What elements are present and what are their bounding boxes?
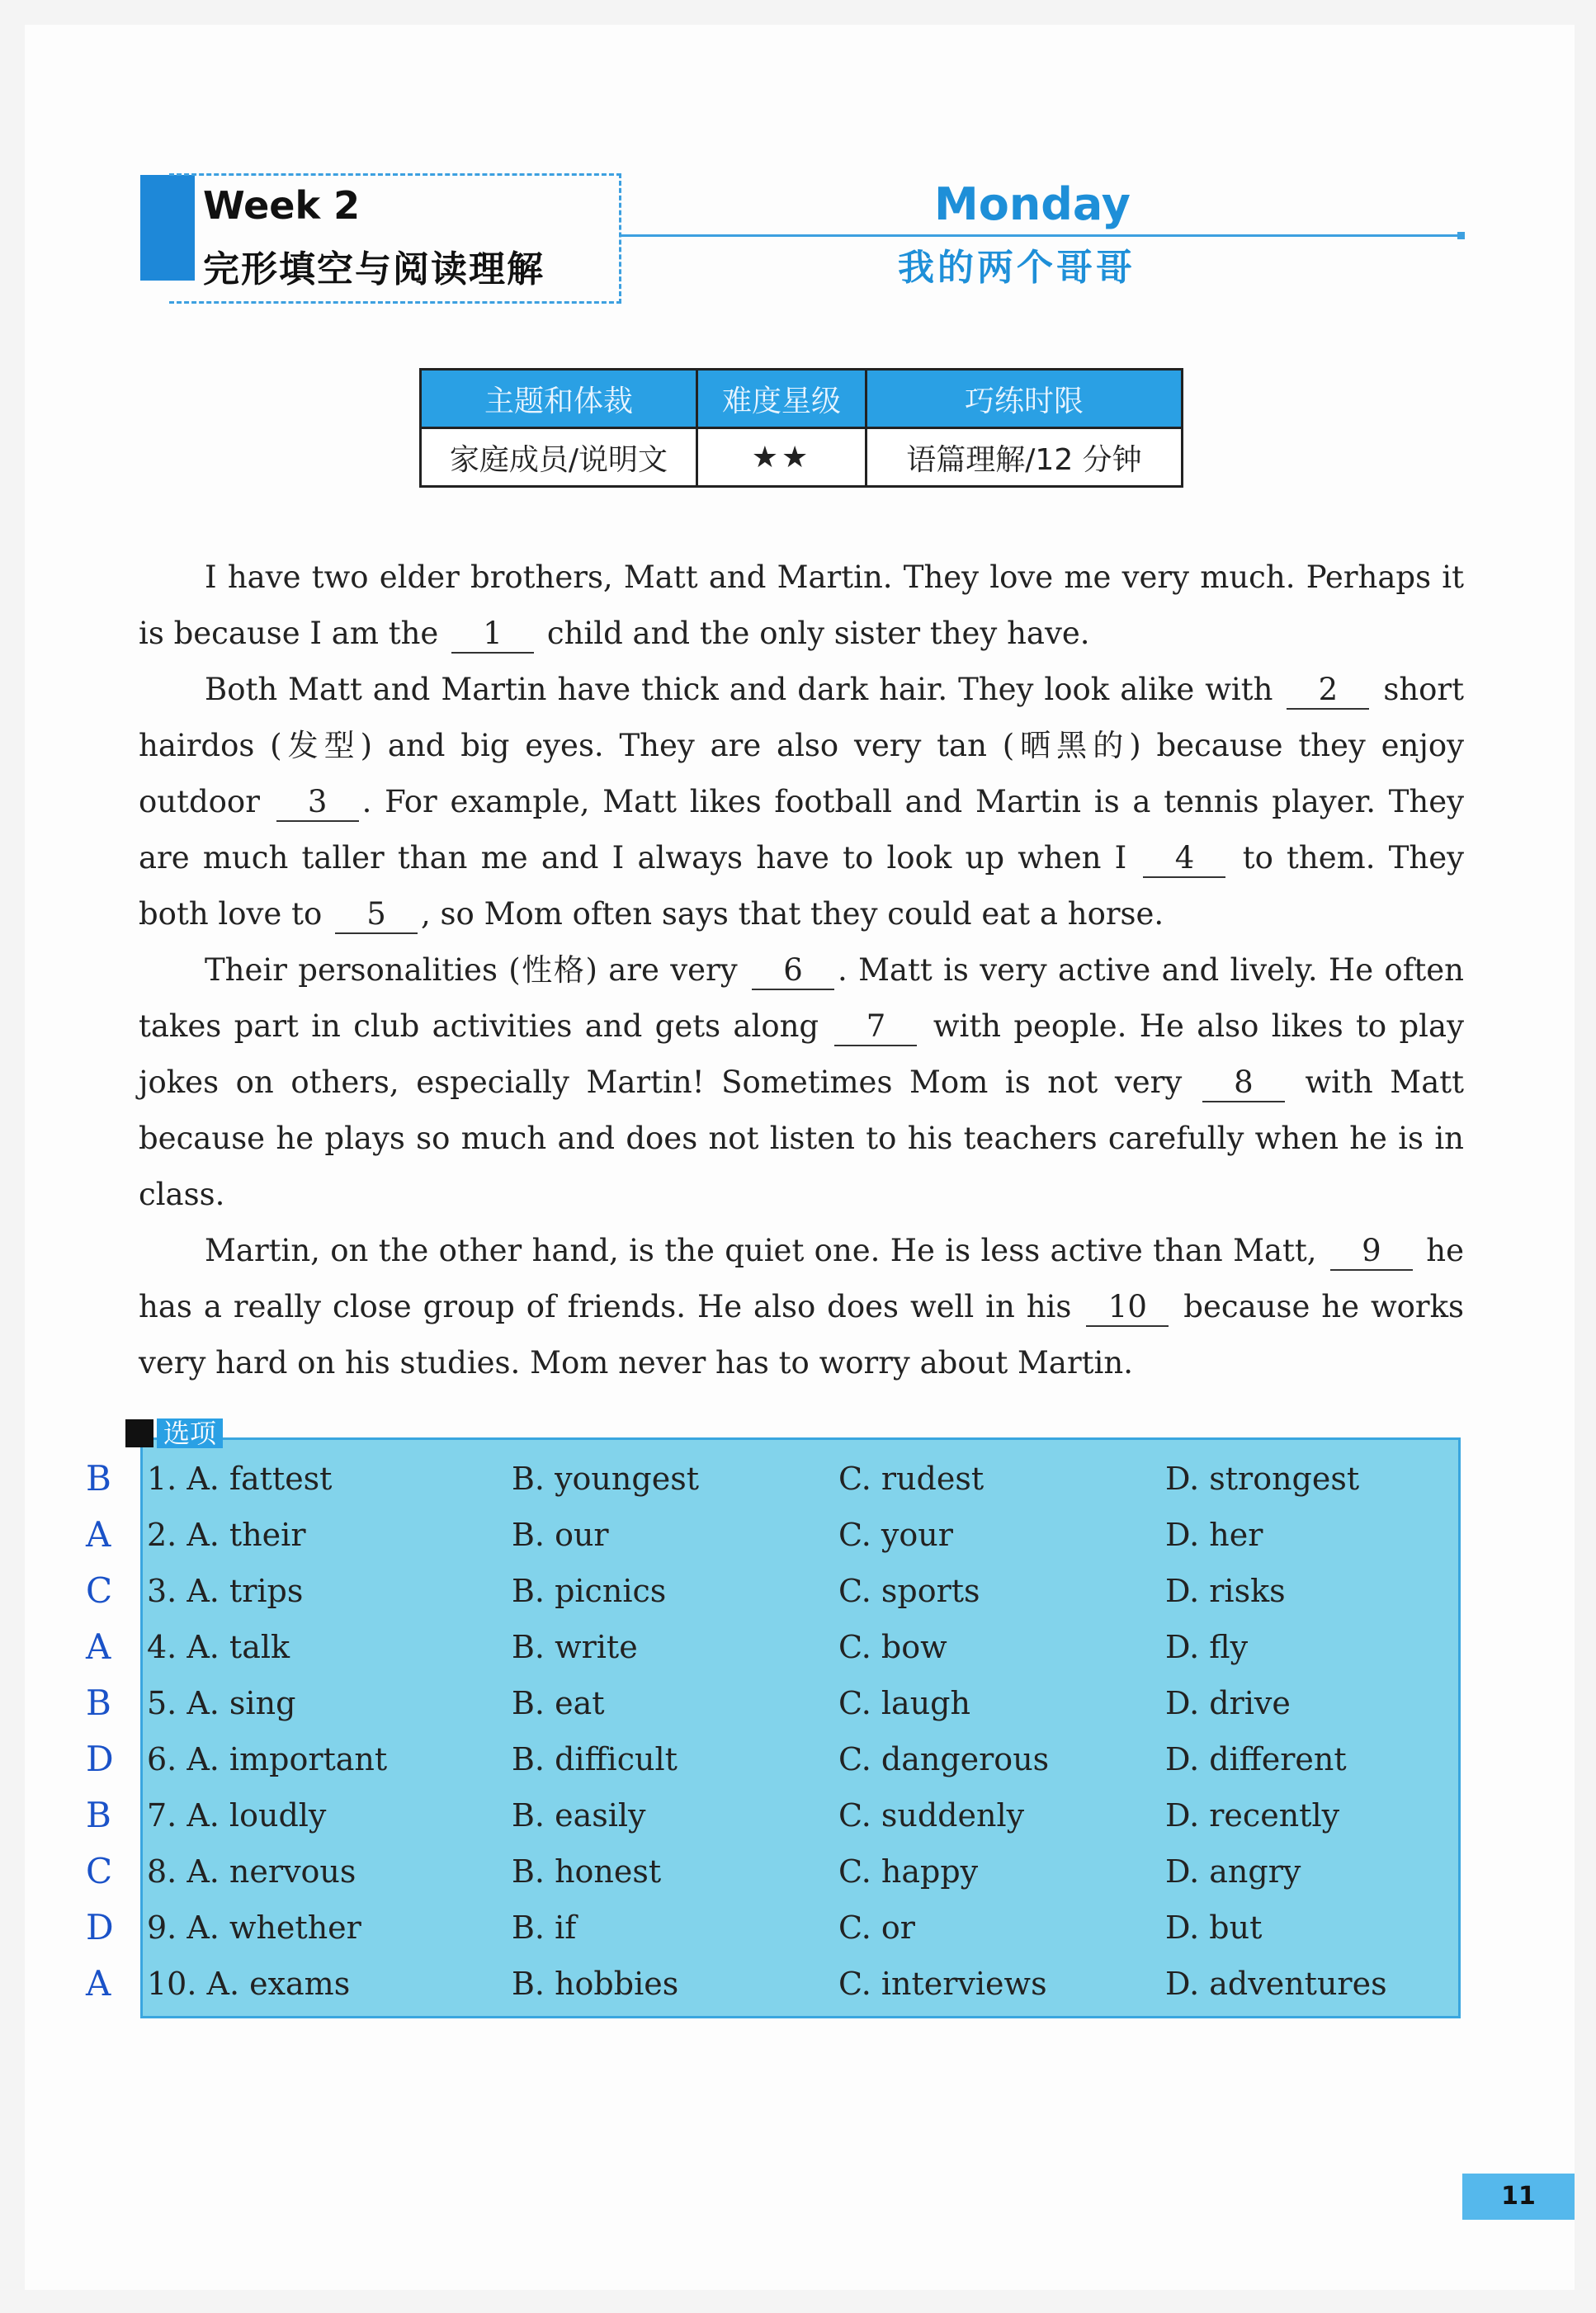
cloze-passage	[139, 550, 1464, 1391]
handwritten-answer: A	[86, 1626, 111, 1667]
option-c[interactable]: C. happy	[838, 1853, 979, 1890]
option-d[interactable]: D. drive	[1165, 1685, 1291, 1721]
week-label: Week 2	[203, 183, 361, 228]
blank-8[interactable]: 8	[1202, 1064, 1285, 1102]
option-c[interactable]: C. suddenly	[838, 1797, 1025, 1834]
paragraph-1	[139, 550, 1464, 662]
option-b[interactable]: B. if	[512, 1909, 577, 1946]
option-d[interactable]: D. angry	[1165, 1853, 1301, 1890]
passage-text: . Matt is very active and lively. He often takes part in club activities and gets along	[139, 952, 1464, 1044]
passage-text: , so Mom often says that they could eat a horse.	[421, 896, 1164, 932]
value-cell-difficulty-stars: ★★	[697, 428, 866, 487]
blank-9[interactable]: 9	[1330, 1233, 1413, 1271]
option-d[interactable]: D. strongest	[1165, 1461, 1360, 1497]
option-c[interactable]: C. interviews	[838, 1966, 1047, 2002]
passage-text: with people. He also likes to play jokes on others, especially Martin! Sometimes Mom is not very	[139, 1008, 1464, 1100]
section-title: 完形填空与阅读理解	[203, 248, 545, 290]
option-c[interactable]: C. sports	[838, 1573, 980, 1609]
option-b[interactable]: B. honest	[512, 1853, 662, 1890]
header-cell-topic: 主题和体裁	[421, 370, 697, 428]
option-a[interactable]: 3. A. trips	[147, 1573, 304, 1609]
header-cell-time: 巧练时限	[866, 370, 1183, 428]
passage-text: because he works very hard on his studies. Mom never has to worry about Martin.	[139, 1289, 1465, 1381]
option-row	[0, 1675, 1596, 1731]
page-number: 11	[1462, 2174, 1575, 2220]
option-a[interactable]: 5. A. sing	[147, 1685, 296, 1721]
handwritten-answer: B	[86, 1683, 111, 1723]
passage-text: Their personalities (性格) are very	[205, 952, 738, 988]
option-d[interactable]: D. risks	[1165, 1573, 1286, 1609]
option-b[interactable]: B. hobbies	[512, 1966, 679, 2002]
handwritten-answer: C	[86, 1851, 113, 1891]
option-row	[0, 1507, 1596, 1563]
passage-text: Martin, on the other hand, is the quiet one. He is less active than Matt,	[205, 1233, 1317, 1268]
info-table	[419, 368, 1183, 488]
option-b[interactable]: B. difficult	[512, 1741, 678, 1777]
info-table-header-row	[421, 370, 1183, 428]
option-row	[0, 1563, 1596, 1619]
blank-5[interactable]: 5	[335, 896, 418, 934]
blank-7[interactable]: 7	[834, 1008, 917, 1046]
option-row	[0, 1956, 1596, 2012]
option-d[interactable]: D. but	[1165, 1909, 1263, 1946]
option-c[interactable]: C. your	[838, 1517, 953, 1553]
option-row	[0, 1843, 1596, 1900]
header-rule	[621, 234, 1463, 237]
blank-2[interactable]: 2	[1287, 672, 1369, 710]
handwritten-answer: A	[86, 1514, 111, 1555]
paragraph-2	[139, 662, 1464, 942]
header-rule-end	[1457, 232, 1465, 239]
option-row	[0, 1787, 1596, 1843]
option-a[interactable]: 2. A. their	[147, 1517, 306, 1553]
handwritten-answer: B	[86, 1795, 111, 1835]
option-d[interactable]: D. her	[1165, 1517, 1263, 1553]
option-b[interactable]: B. picnics	[512, 1573, 667, 1609]
option-c[interactable]: C. dangerous	[838, 1741, 1050, 1777]
option-row	[0, 1451, 1596, 1507]
option-b[interactable]: B. youngest	[512, 1461, 699, 1497]
day-title: Monday	[934, 178, 1131, 230]
option-c[interactable]: C. rudest	[838, 1461, 985, 1497]
option-a[interactable]: 1. A. fattest	[147, 1461, 333, 1497]
blank-1[interactable]: 1	[451, 616, 534, 654]
option-b[interactable]: B. write	[512, 1629, 638, 1665]
option-a[interactable]: 9. A. whether	[147, 1909, 361, 1946]
passage-text: . For example, Matt likes football and Martin is a tennis player. They are much taller than me and I always have to look up when I	[139, 784, 1464, 876]
blank-4[interactable]: 4	[1143, 840, 1225, 878]
option-d[interactable]: D. recently	[1165, 1797, 1340, 1834]
option-b[interactable]: B. eat	[512, 1685, 605, 1721]
passage-text: he has a really close group of friends. He also does well in his	[139, 1233, 1464, 1324]
option-row	[0, 1731, 1596, 1787]
option-a[interactable]: 4. A. talk	[147, 1629, 290, 1665]
paragraph-4	[139, 1223, 1464, 1391]
value-cell-time: 语篇理解/12 分钟	[866, 428, 1183, 487]
option-a[interactable]: 6. A. important	[147, 1741, 388, 1777]
handwritten-answer: D	[86, 1739, 114, 1779]
option-d[interactable]: D. different	[1165, 1741, 1347, 1777]
passage-text: short hairdos (发型) and big eyes. They are also very tan (晒黑的) because they enjoy outdoor	[139, 672, 1464, 819]
lesson-title: 我的两个哥哥	[898, 247, 1136, 289]
option-b[interactable]: B. our	[512, 1517, 609, 1553]
option-a[interactable]: 8. A. nervous	[147, 1853, 357, 1890]
handwritten-answer: C	[86, 1570, 113, 1611]
paragraph-3	[139, 942, 1464, 1223]
option-row	[0, 1900, 1596, 1956]
options-tag: 选项	[157, 1418, 223, 1448]
option-c[interactable]: C. laugh	[838, 1685, 970, 1721]
handwritten-answer: A	[86, 1963, 111, 2004]
option-c[interactable]: C. bow	[838, 1629, 947, 1665]
option-a[interactable]: 7. A. loudly	[147, 1797, 327, 1834]
handwritten-answer: B	[86, 1458, 111, 1499]
option-a[interactable]: 10. A. exams	[147, 1966, 351, 2002]
blank-10[interactable]: 10	[1086, 1289, 1169, 1327]
option-d[interactable]: D. adventures	[1165, 1966, 1387, 2002]
option-b[interactable]: B. easily	[512, 1797, 646, 1834]
option-d[interactable]: D. fly	[1165, 1629, 1249, 1665]
info-table-value-row	[421, 428, 1183, 487]
options-label	[125, 1417, 236, 1448]
passage-text: I have two elder brothers, Matt and Martin. They love me very much. Perhaps it is because I am the	[139, 559, 1464, 651]
blank-3[interactable]: 3	[276, 784, 359, 822]
options-square-icon	[125, 1419, 153, 1447]
handwritten-answer: D	[86, 1907, 114, 1947]
passage-text: child and the only sister they have.	[546, 616, 1090, 651]
value-cell-topic: 家庭成员/说明文	[421, 428, 697, 487]
option-row	[0, 1619, 1596, 1675]
passage-text: to them. They both love to	[139, 840, 1465, 932]
blank-6[interactable]: 6	[752, 952, 834, 990]
passage-text: Both Matt and Martin have thick and dark hair. They look alike with	[205, 672, 1273, 707]
option-c[interactable]: C. or	[838, 1909, 915, 1946]
passage-text: with Matt because he plays so much and does not listen to his teachers carefully when he is in class.	[139, 1064, 1464, 1212]
header-cell-difficulty: 难度星级	[697, 370, 866, 428]
